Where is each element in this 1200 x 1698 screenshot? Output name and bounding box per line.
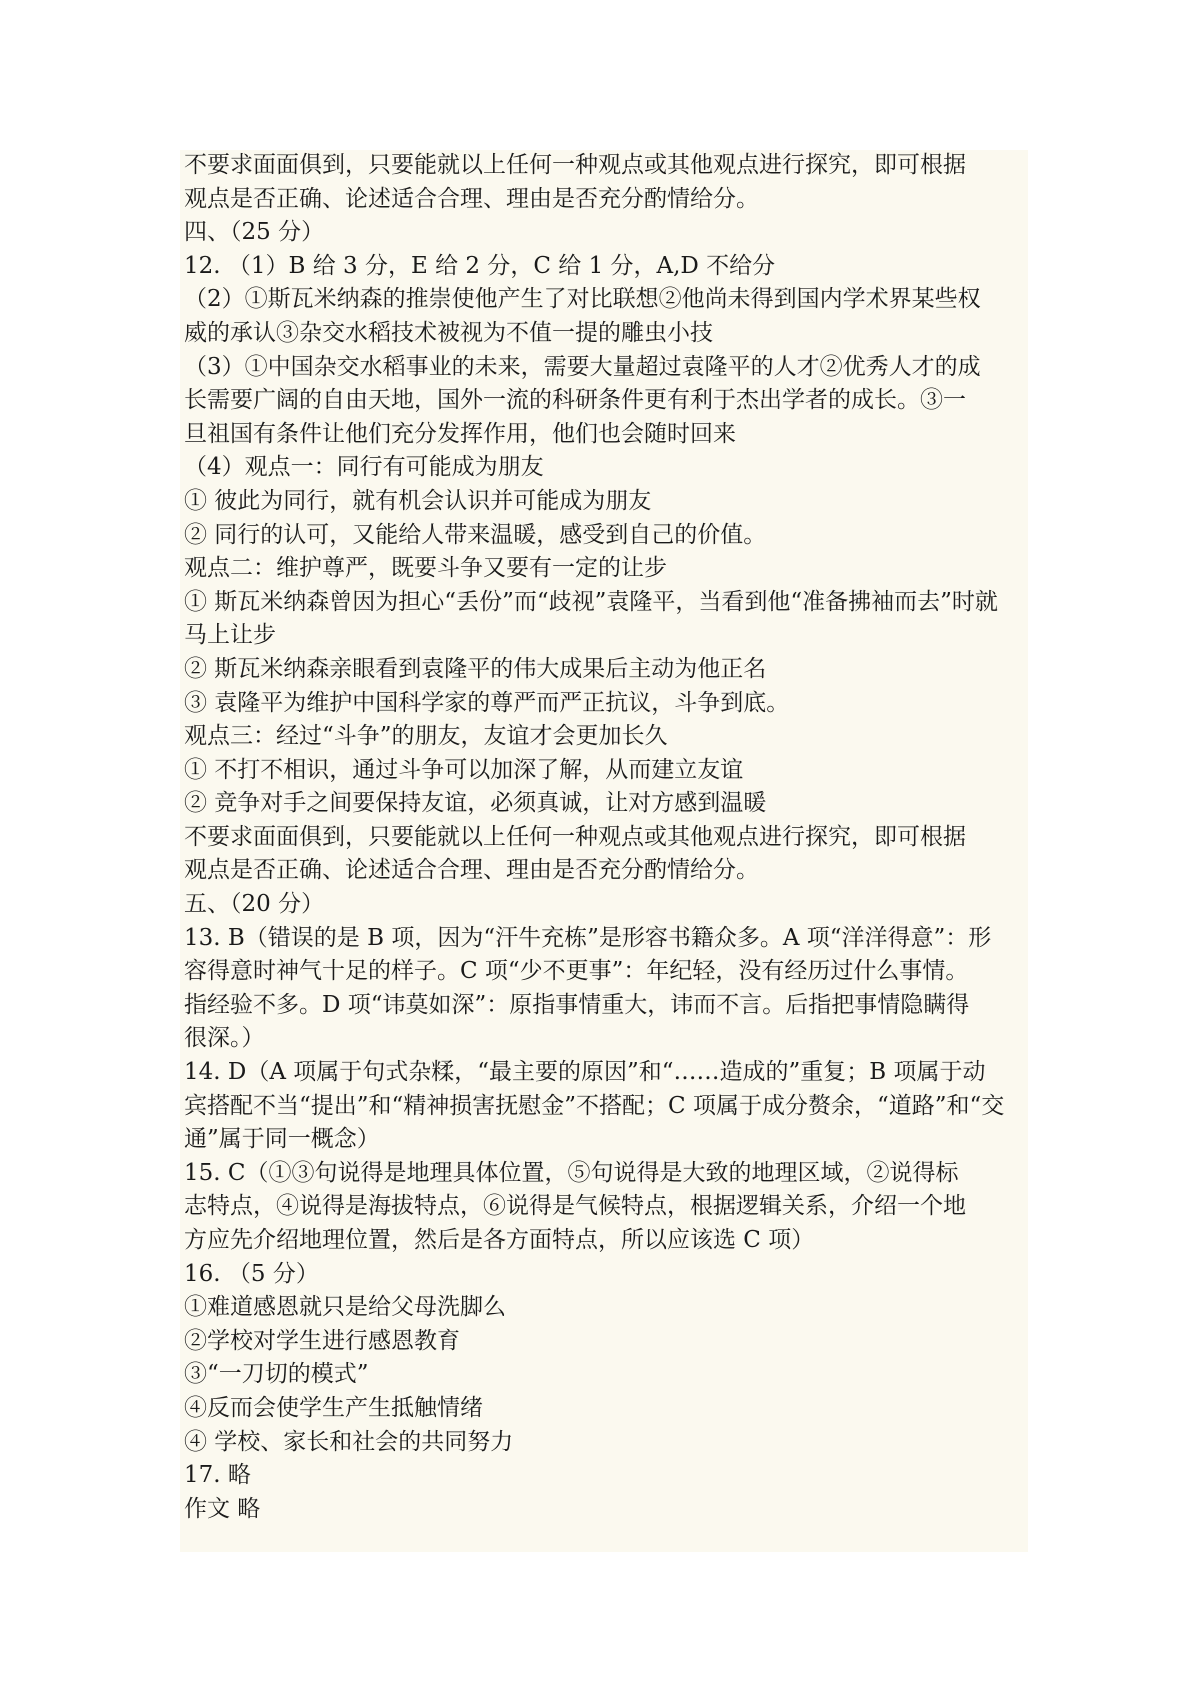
section-heading: 四、（25 分） — [184, 219, 325, 246]
text-line: 威的承认③杂交水稻技术被视为不值一提的雕虫小技 — [184, 319, 713, 346]
text-line: 13. B（错误的是 B 项，因为“汗牛充栋”是形容书籍众多。A 项“洋洋得意”：形 — [184, 924, 992, 951]
text-line: 观点二：维护尊严，既要斗争又要有一定的让步 — [184, 555, 667, 582]
text-line: ① 不打不相识，通过斗争可以加深了解，从而建立友谊 — [184, 756, 744, 783]
text-line: 观点是否正确、论述适合合理、理由是否充分酌情给分。 — [184, 185, 759, 212]
text-line: 观点三：经过“斗争”的朋友，友谊才会更加长久 — [184, 723, 668, 750]
text-line: ① 彼此为同行，就有机会认识并可能成为朋友 — [184, 487, 652, 514]
text-line: ③“一刀切的模式” — [184, 1361, 369, 1388]
answer-text — [184, 149, 1024, 1526]
text-line: ② 斯瓦米纳森亲眼看到袁隆平的伟大成果后主动为他正名 — [184, 655, 767, 682]
text-line: 旦祖国有条件让他们充分发挥作用，他们也会随时回来 — [184, 420, 736, 447]
text-line: 不要求面面俱到，只要能就以上任何一种观点或其他观点进行探究，即可根据 — [184, 152, 966, 178]
text-line: 很深。） — [184, 1025, 265, 1052]
text-line: 通”属于同一概念） — [184, 1126, 380, 1153]
text-line: ①难道感恩就只是给父母洗脚么 — [184, 1294, 506, 1321]
text-line: 作文 略 — [184, 1495, 261, 1522]
text-line: ③ 袁隆平为维护中国科学家的尊严而严正抗议，斗争到底。 — [184, 689, 790, 716]
text-line: 16. （5 分） — [184, 1260, 319, 1287]
text-line: ②学校对学生进行感恩教育 — [184, 1327, 460, 1354]
text-line: 不要求面面俱到，只要能就以上任何一种观点或其他观点进行探究，即可根据 — [184, 823, 966, 850]
text-line: 马上让步 — [184, 622, 276, 649]
text-line: 宾搭配不当“提出”和“精神损害抚慰金”不搭配；C 项属于成分赘余，“道路”和“交 — [184, 1092, 1005, 1119]
text-line: 志特点，④说得是海拔特点，⑥说得是气候特点，根据逻辑关系，介绍一个地 — [184, 1193, 966, 1220]
text-line: ② 同行的认可，又能给人带来温暖，感受到自己的价值。 — [184, 521, 767, 548]
text-line: ① 斯瓦米纳森曾因为担心“丢份”而“歧视”袁隆平，当看到他“准备拂袖而去”时就 — [184, 588, 998, 615]
text-line: 17. 略 — [184, 1462, 251, 1489]
text-line: 容得意时神气十足的样子。C 项“少不更事”：年纪轻，没有经历过什么事情。 — [184, 958, 969, 985]
text-line: （2）①斯瓦米纳森的推崇使他产生了对比联想②他尚未得到国内学术界某些权 — [184, 286, 981, 313]
text-line: 方应先介绍地理位置，然后是各方面特点，所以应该选 C 项） — [184, 1227, 815, 1253]
text-line: 14. D（A 项属于句式杂糅，“最主要的原因”和“……造成的”重复；B 项属于动 — [184, 1059, 986, 1086]
text-line: ② 竞争对手之间要保持友谊，必须真诚，让对方感到温暖 — [184, 790, 767, 817]
text-line: 长需要广阔的自由天地，国外一流的科研条件更有利于杰出学者的成长。③一 — [184, 387, 966, 414]
text-line: 15. C（①③句说得是地理具体位置，⑤句说得是大致的地理区域，②说得标 — [184, 1159, 959, 1186]
text-line: （3）①中国杂交水稻事业的未来，需要大量超过袁隆平的人才②优秀人才的成 — [184, 353, 981, 380]
text-line: 指经验不多。D 项“讳莫如深”：原指事情重大，讳而不言。后指把事情隐瞒得 — [184, 991, 970, 1018]
text-line: ④反而会使学生产生抵触情绪 — [184, 1394, 483, 1421]
text-line: 12. （1）B 给 3 分，E 给 2 分，C 给 1 分，A,D 不给分 — [184, 252, 776, 279]
text-line: ④ 学校、家长和社会的共同努力 — [184, 1428, 514, 1455]
text-line: 观点是否正确、论述适合合理、理由是否充分酌情给分。 — [184, 857, 759, 884]
section-heading: 五、（20 分） — [184, 891, 325, 918]
text-line: （4）观点一：同行有可能成为朋友 — [184, 454, 544, 481]
